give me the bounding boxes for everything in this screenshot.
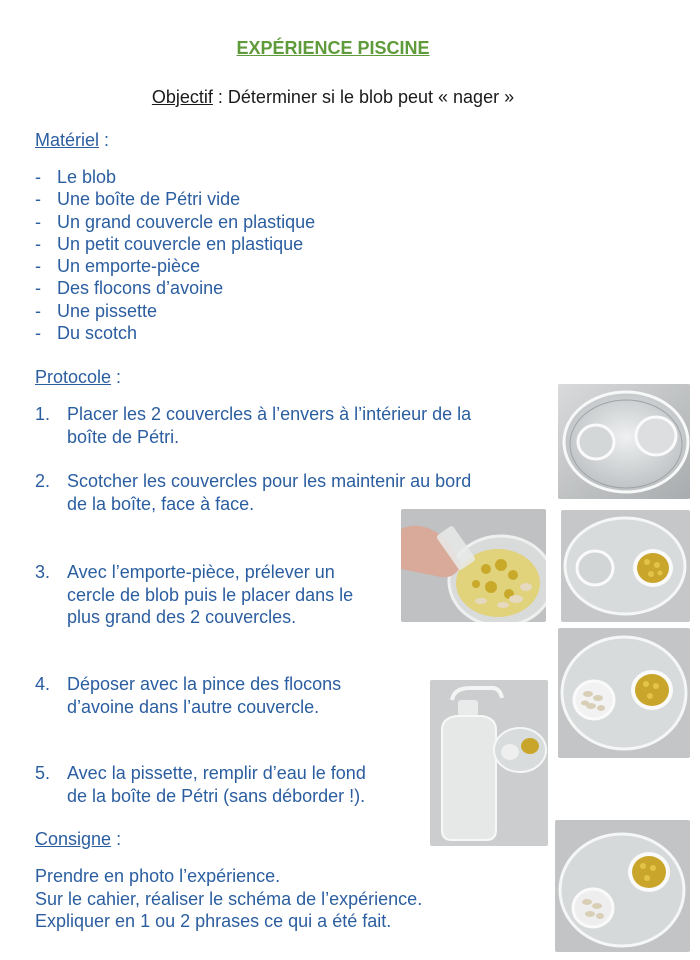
photo-petri-with-water [555, 820, 690, 952]
list-item: - Une boîte de Pétri vide [35, 189, 241, 210]
step-line: plus grand des 2 couvercles. [67, 607, 297, 627]
photo-petri-blob-in-lid [561, 510, 690, 622]
list-item: - Un emporte-pièce [35, 256, 201, 277]
step-line: Avec l’emporte-pièce, prélever un [67, 562, 335, 582]
instruction-line: Prendre en photo l’expérience. [35, 866, 281, 886]
photo-empty-petri-with-lids [558, 384, 690, 499]
step-line: Placer les 2 couvercles à l’envers à l’intérieur de la [67, 404, 472, 424]
materials-heading-label: Matériel [35, 130, 100, 150]
list-item: - Un grand couvercle en plastique [35, 211, 316, 232]
materials-heading-colon: : [99, 130, 110, 150]
list-item: - Un petit couvercle en plastique [35, 233, 304, 254]
protocol-heading [35, 367, 121, 388]
step-line: de la boîte, face à face. [67, 493, 255, 514]
page-title: EXPÉRIENCE PISCINE [236, 38, 430, 58]
step-line: de la boîte de Pétri (sans déborder !). [67, 785, 366, 806]
materials-heading [35, 130, 109, 151]
photo-petri-blob-and-oats [558, 628, 690, 758]
list-item: - Des flocons d’avoine [35, 278, 224, 299]
photo-cutting-blob-with-punch [401, 509, 546, 622]
protocol-heading-colon: : [111, 367, 122, 387]
objective-label: Objectif [151, 87, 213, 107]
photo-wash-bottle-and-petri [430, 680, 548, 846]
list-item: - Le blob [35, 167, 117, 187]
protocol-heading-label: Protocole [35, 367, 112, 387]
step-number: 5. [35, 763, 51, 783]
step-line: cercle de blob puis le placer dans le [67, 584, 354, 605]
step-number: 3. [35, 562, 51, 582]
step-line: d’avoine dans l’autre couvercle. [67, 696, 320, 717]
instructions-heading-colon: : [111, 829, 122, 849]
materials-list [35, 166, 315, 344]
step-number: 1. [35, 404, 51, 424]
instructions-heading [35, 829, 121, 850]
objective-text: : Déterminer si le blob peut « nager » [212, 87, 515, 107]
instructions-text [35, 865, 422, 933]
instructions-heading-label: Consigne [35, 829, 112, 849]
step-line: Scotcher les couvercles pour les maintenir au bord [67, 471, 472, 491]
objective-line [0, 87, 666, 108]
instruction-line: Expliquer en 1 ou 2 phrases ce qui a été fait. [35, 911, 392, 931]
step-line: Avec la pissette, remplir d’eau le fond [67, 763, 366, 783]
step-line: Déposer avec la pince des flocons [67, 674, 342, 694]
step-line: boîte de Pétri. [67, 426, 180, 447]
list-item: - Du scotch [35, 323, 138, 344]
step-number: 4. [35, 674, 51, 694]
step-number: 2. [35, 471, 51, 491]
list-item: - Une pissette [35, 300, 158, 321]
instruction-line: Sur le cahier, réaliser le schéma de l’expérience. [35, 888, 423, 909]
